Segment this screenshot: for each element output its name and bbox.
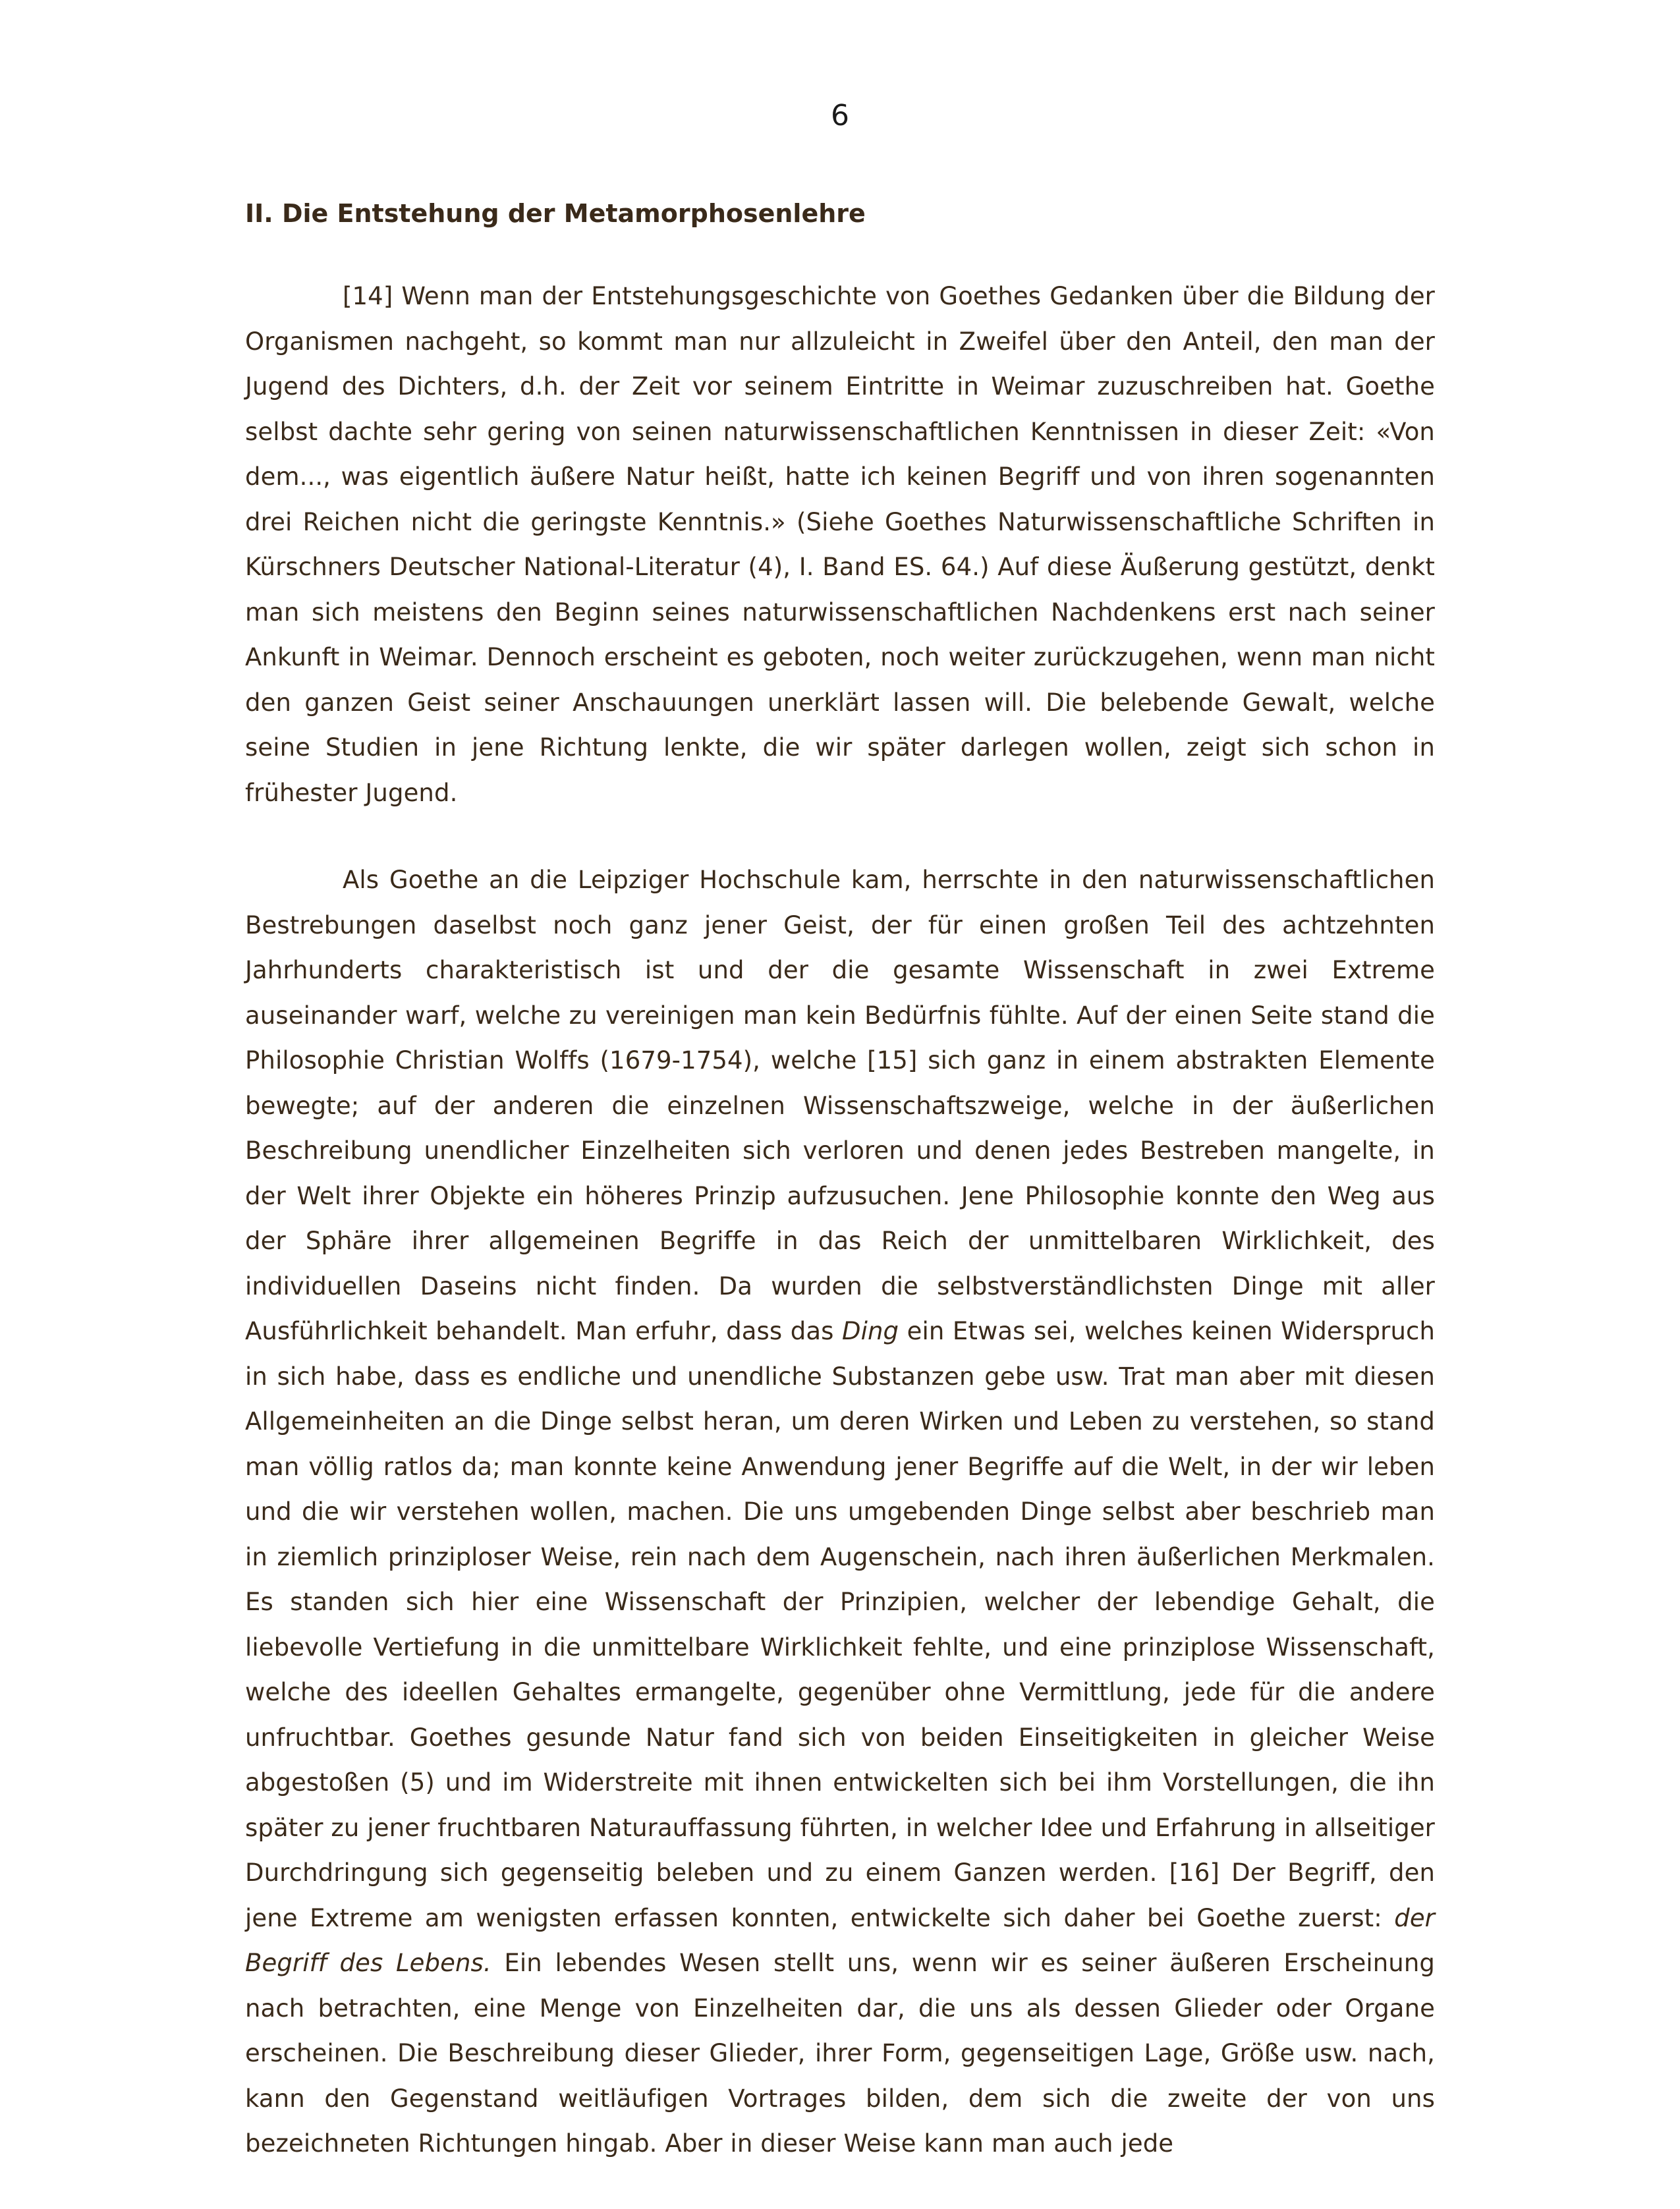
- chapter-heading: II. Die Entstehung der Metamorphosenlehre: [245, 199, 866, 228]
- paragraph-2-text-2: ein Etwas sei, welches keinen Widerspruch in sich habe, dass es endliche und unendliche Substanzen gebe usw. Trat man aber mit diesen Allgemeinheiten an die Dinge selbst heran, um deren Wirken und Leben zu verstehen, so stand man völlig ratlos da; man konnte keine Anwendung jener Begriffe auf die Welt, in der wir leben und die wir verstehen wollen, machen. Die uns umgebenden Dinge selbst aber beschrieb man in ziemlich prinziploser Weise, rein nach dem Augenschein, nach ihren äußerlichen Merkmalen. Es standen sich hier eine Wissenschaft der Prinzipien, welcher der lebendige Gehalt, die liebevolle Vertiefung in die unmittelbare Wirklichkeit fehlte, und eine prinziplose Wissenschaft, welche des ideellen Gehaltes ermangelte, gegenüber ohne Vermittlung, jede für die andere unfruchtbar. Goethes gesunde Natur fand sich von beiden Einseitigkeiten in gleicher Weise abgestoßen (5) und im Widerstreite mit ihnen entwickelten sich bei ihm Vorstellungen, die ihn später zu jener fruchtbaren Naturauffassung führten, in welcher Idee und Erfahrung in allseitiger Durchdringung sich gegenseitig beleben und zu einem Ganzen werden. [16] Der Begriff, den jene Extreme am wenigsten erfassen konnten, entwickelte sich daher bei Goethe zuerst:: [245, 1317, 1436, 1932]
- paragraph-2-text-1: Als Goethe an die Leipziger Hochschule kam, herrschte in den naturwissenschaftlichen Bestrebungen daselbst noch ganz jener Geist, der für einen großen Teil des achtzehnten Jahrhunderts charakteristisch ist und der die gesamte Wissenschaft in zwei Extreme auseinander warf, welche zu vereinigen man kein Bedürfnis fühlte. Auf der einen Seite stand die Philosophie Christian Wolffs (1679-1754), welche [15] sich ganz in einem abstrakten Elemente bewegte; auf der anderen die einzelnen Wissenschaftszweige, welche in der äußerlichen Beschreibung unendlicher Einzelheiten sich verloren und denen jedes Bestreben mangelte, in der Welt ihrer Objekte ein höheres Prinzip aufzusuchen. Jene Philosophie konnte den Weg aus der Sphäre ihrer allgemeinen Begriffe in das Reich der unmittelbaren Wirklichkeit, des individuellen Daseins nicht finden. Da wurden die selbstverständlichsten Dinge mit aller Ausführlichkeit behandelt. Man erfuhr, dass das: [245, 866, 1435, 1345]
- page-number: 6: [831, 99, 849, 132]
- paragraph-2-text-3: Ein lebendes Wesen stellt uns, wenn wir es seiner äußeren Erscheinung nach betrachten, eine Menge von Einzelheiten dar, die uns als dessen Glieder oder Organe erscheinen. Die Beschreibung dieser Glieder, ihrer Form, gegenseitigen Lage, Größe usw. nach, kann den Gegenstand weitläufigen Vortrages bilden, dem sich die zweite der von uns bezeichneten Richtungen hingab. Aber in dieser Weise kann man auch jede: [245, 1949, 1435, 2158]
- italic-term-ding: Ding: [842, 1317, 899, 1345]
- italic-term-begriff-des-lebens: der Begriff des Lebens.: [245, 1903, 1435, 1977]
- paragraph-2: [245, 858, 1435, 2167]
- page-content: [245, 191, 1435, 2209]
- paragraph-1: [14] Wenn man der Entstehungsgeschichte von Goethes Gedanken über die Bildung der Organismen nachgeht, so kommt man nur allzuleicht in Zweifel über den Anteil, den man der Jugend des Dichters, d.h. der Zeit vor seinem Eintritte in Weimar zuzuschreiben hat. Goethe selbst dachte sehr gering von seinen naturwissenschaftlichen Kenntnissen in dieser Zeit: «Von dem..., was eigentlich äußere Natur heißt, hatte ich keinen Begriff und von ihren sogenannten drei Reichen nicht die geringste Kenntnis.» (Siehe Goethes Naturwissenschaftliche Schriften in Kürschners Deutscher National-Literatur (4), I. Band ES. 64.) Auf diese Äußerung gestützt, denkt man sich meistens den Beginn seines naturwissenschaftlichen Nachdenkens erst nach seiner Ankunft in Weimar. Dennoch erscheint es geboten, noch weiter zurückzugehen, wenn man nicht den ganzen Geist seiner Anschauungen unerklärt lassen will. Die belebende Gewalt, welche seine Studien in jene Richtung lenkte, die wir später darlegen wollen, zeigt sich schon in frühester Jugend.: [245, 282, 1435, 807]
